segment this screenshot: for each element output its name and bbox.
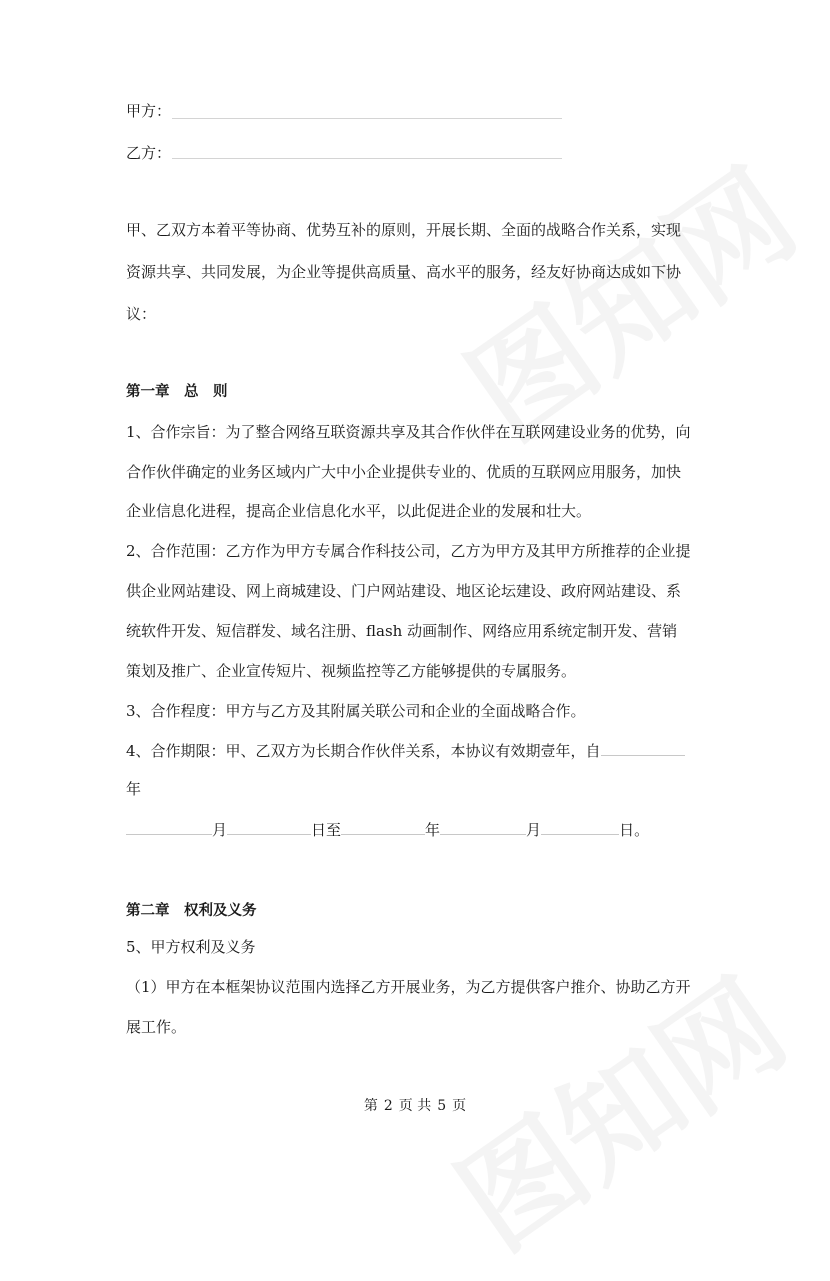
month-label: 月: [212, 821, 228, 839]
end-day-blank[interactable]: [541, 833, 619, 835]
clause3: 3、合作程度：甲方与乙方及其附属关联公司和企业的全面战略合作。: [126, 702, 586, 720]
watermark: [430, 124, 824, 471]
clause4-dates: [126, 819, 649, 840]
end-month-blank[interactable]: [440, 833, 526, 835]
end-day-label: 日。: [619, 821, 650, 839]
party-a-field[interactable]: [172, 118, 562, 119]
intro-line: 资源共享、共同发展，为企业等提供高质量、高水平的服务，经友好协商达成如下协: [126, 263, 682, 281]
clause1-line: 1、合作宗旨：为了整合网络互联资源共享及其合作伙伴在互联网建设业务的优势，向: [126, 423, 691, 441]
clause5: 5、甲方权利及义务: [126, 938, 256, 956]
page-total: 5: [437, 1098, 447, 1114]
page-suffix: 页: [452, 1098, 467, 1114]
chapter2-title: 第二章 权利及义务: [126, 903, 257, 919]
clause4-year-label: 年: [126, 780, 142, 798]
clause2-line: 供企业网站建设、网上商城建设、门户网站建设、地区论坛建设、政府网站建设、系: [126, 582, 682, 600]
party-a-label: 甲方：: [126, 102, 172, 120]
clause4-text: 4、合作期限：甲、乙双方为长期合作伙伴关系，本协议有效期壹年，自: [126, 742, 601, 760]
intro-line: 议：: [126, 305, 157, 323]
clause2-line: 策划及推广、企业宣传短片、视频监控等乙方能够提供的专属服务。: [126, 662, 577, 680]
end-year-blank[interactable]: [341, 833, 425, 835]
page-footer: [0, 1095, 830, 1115]
start-date-blank[interactable]: [601, 754, 685, 756]
day-blank[interactable]: [227, 833, 311, 835]
clause1-line: 合作伙伴确定的业务区域内广大中小企业提供专业的、优质的互联网应用服务，加快: [126, 463, 682, 481]
clause2-line: 统软件开发、短信群发、域名注册、flash 动画制作、网络应用系统定制开发、营销: [126, 622, 678, 640]
end-month-label: 月: [526, 821, 542, 839]
page-mid: 页 共: [398, 1098, 432, 1114]
party-b-field[interactable]: [172, 158, 562, 159]
party-b-label: 乙方：: [126, 144, 172, 162]
clause1-line: 企业信息化进程，提高企业信息化水平，以此促进企业的发展和壮大。: [126, 502, 592, 520]
page-prefix: 第: [363, 1098, 378, 1114]
intro-line: 甲、乙双方本着平等协商、优势互补的原则，开展长期、全面的战略合作关系，实现: [126, 221, 682, 239]
end-year-label: 年: [425, 821, 441, 839]
clause2-line: 2、合作范围：乙方作为甲方专属合作科技公司，乙方为甲方及其甲方所推荐的企业提: [126, 542, 691, 560]
item1-line: 展工作。: [126, 1018, 187, 1036]
clause4: [126, 740, 685, 761]
page-number: 2: [383, 1098, 393, 1114]
item1-line: （1）甲方在本框架协议范围内选择乙方开展业务，为乙方提供客户推介、协助乙方开: [126, 978, 691, 996]
chapter1-title: 第一章 总 则: [126, 384, 228, 400]
month-blank[interactable]: [126, 833, 212, 835]
day-to-label: 日至: [311, 821, 342, 839]
